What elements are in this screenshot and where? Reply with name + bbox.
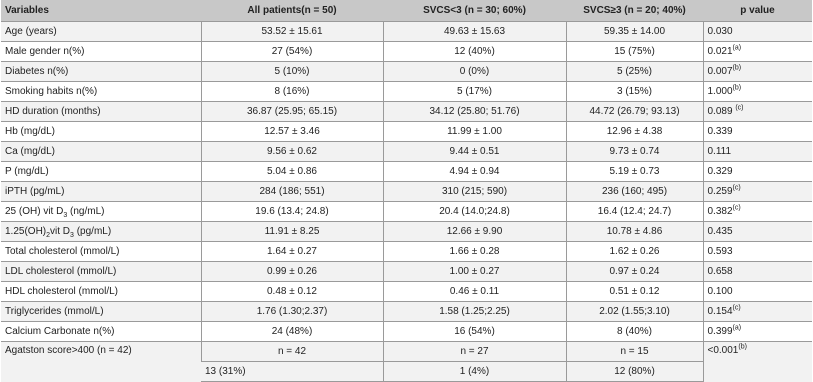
- svcs-lt3-cell: 12.66 ± 9.90: [383, 222, 566, 242]
- all-patients-cell: 1.64 ± 0.27: [201, 242, 383, 262]
- variable-cell: P (mg/dL): [1, 162, 201, 182]
- table-row: [1, 142, 812, 162]
- all-patients-cell: 5 (10%): [201, 62, 383, 82]
- variable-cell: Agatston score>400 (n = 42): [1, 342, 201, 382]
- svcs-lt3-cell: 4.94 ± 0.94: [383, 162, 566, 182]
- table-row: [1, 222, 812, 242]
- svcs-ge3-cell: 15 (75%): [566, 42, 703, 62]
- variable-cell: LDL cholesterol (mmol/L): [1, 262, 201, 282]
- table-row: [1, 262, 812, 282]
- svcs-ge3-cell: 5.19 ± 0.73: [566, 162, 703, 182]
- svcs-ge3-cell: 12 (80%): [566, 362, 703, 382]
- variable-cell: 25 (OH) vit $D_3$ (ng/mL): [1, 202, 201, 222]
- svcs-lt3-cell: 1.66 ± 0.28: [383, 242, 566, 262]
- variable-cell: Ca (mg/dL): [1, 142, 201, 162]
- all-patients-cell: 53.52 ± 15.61: [201, 22, 383, 42]
- p-value-cell: 0.259$^{(c)}$: [703, 182, 812, 202]
- p-value-cell: 0.100: [703, 282, 812, 302]
- all-patients-cell: 27 (54%): [201, 42, 383, 62]
- all-patients-cell: 19.6 (13.4; 24.8): [201, 202, 383, 222]
- p-value-cell: 0.030: [703, 22, 812, 42]
- all-patients-cell: 9.56 ± 0.62: [201, 142, 383, 162]
- svcs-lt3-cell: 20.4 (14.0;24.8): [383, 202, 566, 222]
- variable-cell: Age (years): [1, 22, 201, 42]
- variable-cell: iPTH (pg/mL): [1, 182, 201, 202]
- table-row: [1, 242, 812, 262]
- all-patients-cell: 24 (48%): [201, 322, 383, 342]
- all-patients-cell: 1.76 (1.30;2.37): [201, 302, 383, 322]
- svcs-ge3-cell: 16.4 (12.4; 24.7): [566, 202, 703, 222]
- table-row: [1, 182, 812, 202]
- table-row: [1, 22, 812, 42]
- svcs-ge3-cell: 10.78 ± 4.86: [566, 222, 703, 242]
- variable-cell: Male gender n(%): [1, 42, 201, 62]
- header-p-value: p value: [703, 0, 812, 22]
- svcs-ge3-cell: 0.97 ± 0.24: [566, 262, 703, 282]
- variable-cell: Triglycerides (mmol/L): [1, 302, 201, 322]
- svcs-ge3-cell: 3 (15%): [566, 82, 703, 102]
- svcs-ge3-cell: 12.96 ± 4.38: [566, 122, 703, 142]
- header-all-patients: All patients(n = 50): [201, 0, 383, 22]
- table-row: [1, 102, 812, 122]
- all-patients-cell: 0.99 ± 0.26: [201, 262, 383, 282]
- p-value-cell: 0.658: [703, 262, 812, 282]
- variable-cell: Total cholesterol (mmol/L): [1, 242, 201, 262]
- agatston-row: [1, 342, 812, 362]
- svcs-lt3-cell: 49.63 ± 15.63: [383, 22, 566, 42]
- svcs-ge3-cell: 59.35 ± 14.00: [566, 22, 703, 42]
- svcs-lt3-cell: 1.58 (1.25;2.25): [383, 302, 566, 322]
- header-variables: Variables: [1, 0, 201, 22]
- p-value-cell: 0.399$^{(a)}$: [703, 322, 812, 342]
- svcs-ge3-cell: 0.51 ± 0.12: [566, 282, 703, 302]
- svcs-lt3-cell: 16 (54%): [383, 322, 566, 342]
- p-value-cell: 0.593: [703, 242, 812, 262]
- patient-characteristics-table: [1, 0, 812, 382]
- svcs-lt3-cell: 0.46 ± 0.11: [383, 282, 566, 302]
- p-value-cell: 0.435: [703, 222, 812, 242]
- variable-cell: HD duration (months): [1, 102, 201, 122]
- variable-cell: Diabetes n(%): [1, 62, 201, 82]
- svcs-lt3-cell: 34.12 (25.80; 51.76): [383, 102, 566, 122]
- table-row: [1, 82, 812, 102]
- svcs-ge3-cell: 1.62 ± 0.26: [566, 242, 703, 262]
- all-patients-cell: 0.48 ± 0.12: [201, 282, 383, 302]
- header-row: [1, 0, 812, 22]
- table-row: [1, 202, 812, 222]
- table-row: [1, 62, 812, 82]
- svcs-ge3-cell: 44.72 (26.79; 93.13): [566, 102, 703, 122]
- p-value-cell: 0.382$^{(c)}$: [703, 202, 812, 222]
- p-value-cell: 1.000$^{(b)}$: [703, 82, 812, 102]
- svcs-ge3-cell: 2.02 (1.55;3.10): [566, 302, 703, 322]
- svcs-lt3-cell: 9.44 ± 0.51: [383, 142, 566, 162]
- svcs-ge3-cell: 236 (160; 495): [566, 182, 703, 202]
- p-value-cell: 0.021$^{(a)}$: [703, 42, 812, 62]
- p-value-cell: 0.111: [703, 142, 812, 162]
- svcs-lt3-n-cell: n = 27: [383, 342, 566, 362]
- table-row: [1, 162, 812, 182]
- svcs-lt3-cell: 1 (4%): [383, 362, 566, 382]
- variable-cell: Hb (mg/dL): [1, 122, 201, 142]
- variable-cell: HDL cholesterol (mmol/L): [1, 282, 201, 302]
- p-value-cell: 0.154$^{(c)}$: [703, 302, 812, 322]
- all-patients-cell: 284 (186; 551): [201, 182, 383, 202]
- svcs-ge3-cell: 9.73 ± 0.74: [566, 142, 703, 162]
- svcs-lt3-cell: 5 (17%): [383, 82, 566, 102]
- variable-cell: $1.25(OH)_2vit$ $D_3$ (pg/mL): [1, 222, 201, 242]
- all-patients-n-cell: n = 42: [201, 342, 383, 362]
- svcs-lt3-cell: 1.00 ± 0.27: [383, 262, 566, 282]
- p-value-cell: $<0.001^{(b)}$: [703, 342, 812, 382]
- all-patients-cell: 13 (31%): [201, 362, 383, 382]
- svcs-lt3-cell: 310 (215; 590): [383, 182, 566, 202]
- header-svcs-ge3: SVCS≥3 (n = 20; 40%): [566, 0, 703, 22]
- svcs-ge3-n-cell: n = 15: [566, 342, 703, 362]
- svcs-lt3-cell: 11.99 ± 1.00: [383, 122, 566, 142]
- header-svcs-lt3: SVCS<3 (n = 30; 60%): [383, 0, 566, 22]
- table-row: [1, 302, 812, 322]
- all-patients-cell: 11.91 ± 8.25: [201, 222, 383, 242]
- p-value-cell: 0.329: [703, 162, 812, 182]
- p-value-cell: 0.339: [703, 122, 812, 142]
- table-row: [1, 322, 812, 342]
- p-value-cell: 0.089 $^{(c)}$: [703, 102, 812, 122]
- svcs-lt3-cell: 0 (0%): [383, 62, 566, 82]
- all-patients-cell: 8 (16%): [201, 82, 383, 102]
- svcs-ge3-cell: 5 (25%): [566, 62, 703, 82]
- variable-cell: Calcium Carbonate n(%): [1, 322, 201, 342]
- all-patients-cell: 12.57 ± 3.46: [201, 122, 383, 142]
- p-value-cell: 0.007$^{(b)}$: [703, 62, 812, 82]
- table-row: [1, 42, 812, 62]
- all-patients-cell: 36.87 (25.95; 65.15): [201, 102, 383, 122]
- svcs-ge3-cell: 8 (40%): [566, 322, 703, 342]
- table-row: [1, 122, 812, 142]
- all-patients-cell: 5.04 ± 0.86: [201, 162, 383, 182]
- table-row: [1, 282, 812, 302]
- variable-cell: Smoking habits n(%): [1, 82, 201, 102]
- svcs-lt3-cell: 12 (40%): [383, 42, 566, 62]
